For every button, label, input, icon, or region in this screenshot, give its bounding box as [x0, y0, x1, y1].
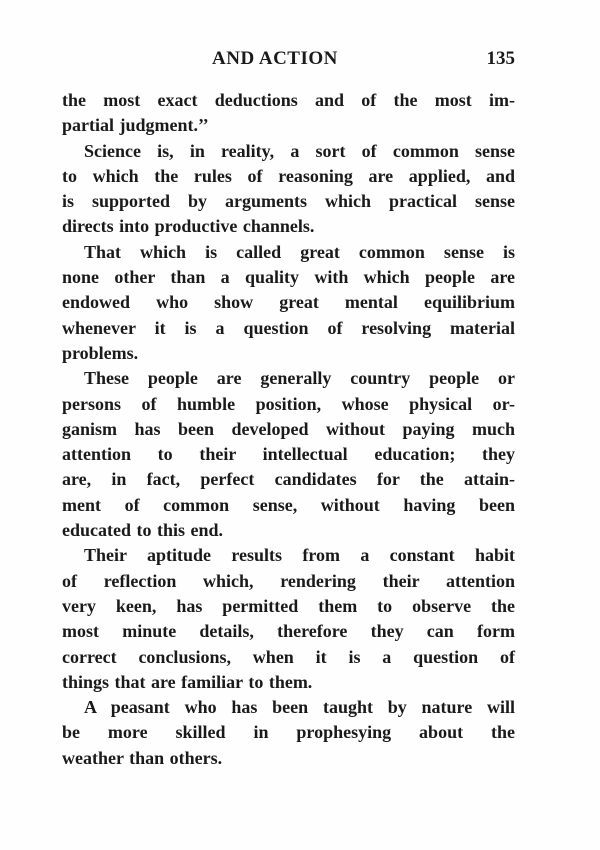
text-line: Science is, in reality, a sort of common sense	[84, 140, 515, 161]
text-line: That which is called great common sense is	[84, 241, 515, 262]
text-line: of reflection which, rendering their attention	[62, 570, 515, 591]
text-line: problems.	[62, 342, 139, 363]
text-line: attention to their intellectual education; they	[62, 444, 515, 465]
text-line: is supported by arguments which practical sense	[62, 191, 515, 212]
text-line: directs into productive channels.	[62, 216, 315, 237]
text-line: educated to this end.	[62, 520, 224, 541]
text-line: A peasant who has been taught by nature will	[84, 697, 515, 718]
paragraph	[62, 139, 515, 240]
page-body	[62, 88, 515, 771]
text-line: to which the rules of reasoning are applied, and	[62, 165, 515, 186]
text-line: ment of common sense, without having been	[62, 494, 515, 515]
text-line: are, in fact, perfect candidates for the attain-	[62, 469, 515, 490]
text-line: ganism has been developed without paying much	[62, 418, 515, 439]
paragraph	[62, 88, 515, 139]
page-header	[62, 48, 515, 74]
paragraph	[62, 543, 515, 695]
text-line: the most exact deductions and of the most im-	[62, 90, 515, 110]
running-head: AND ACTION	[212, 48, 338, 69]
text-line: endowed who show great mental equilibrium	[62, 292, 515, 313]
text-line: These people are generally country people or	[84, 368, 515, 389]
text-line: whenever it is a question of resolving material	[62, 317, 515, 338]
text-line: very keen, has permitted them to observe the	[62, 595, 515, 616]
text-line: most minute details, therefore they can form	[62, 621, 515, 642]
paragraph	[62, 240, 515, 366]
text-line: things that are familiar to them.	[62, 671, 313, 692]
text-line: none other than a quality with which people are	[62, 267, 515, 288]
text-line: be more skilled in prophesying about the	[62, 722, 515, 743]
text-line: Their aptitude results from a constant habit	[84, 545, 515, 566]
paragraph	[62, 695, 515, 771]
text-line: partial judgment.’’	[62, 115, 209, 136]
page-number: 135	[486, 48, 515, 69]
paragraph	[62, 366, 515, 543]
text-line: correct conclusions, when it is a question of	[62, 646, 515, 667]
text-line: persons of humble position, whose physical or-	[62, 393, 515, 414]
text-line: weather than others.	[62, 747, 223, 768]
